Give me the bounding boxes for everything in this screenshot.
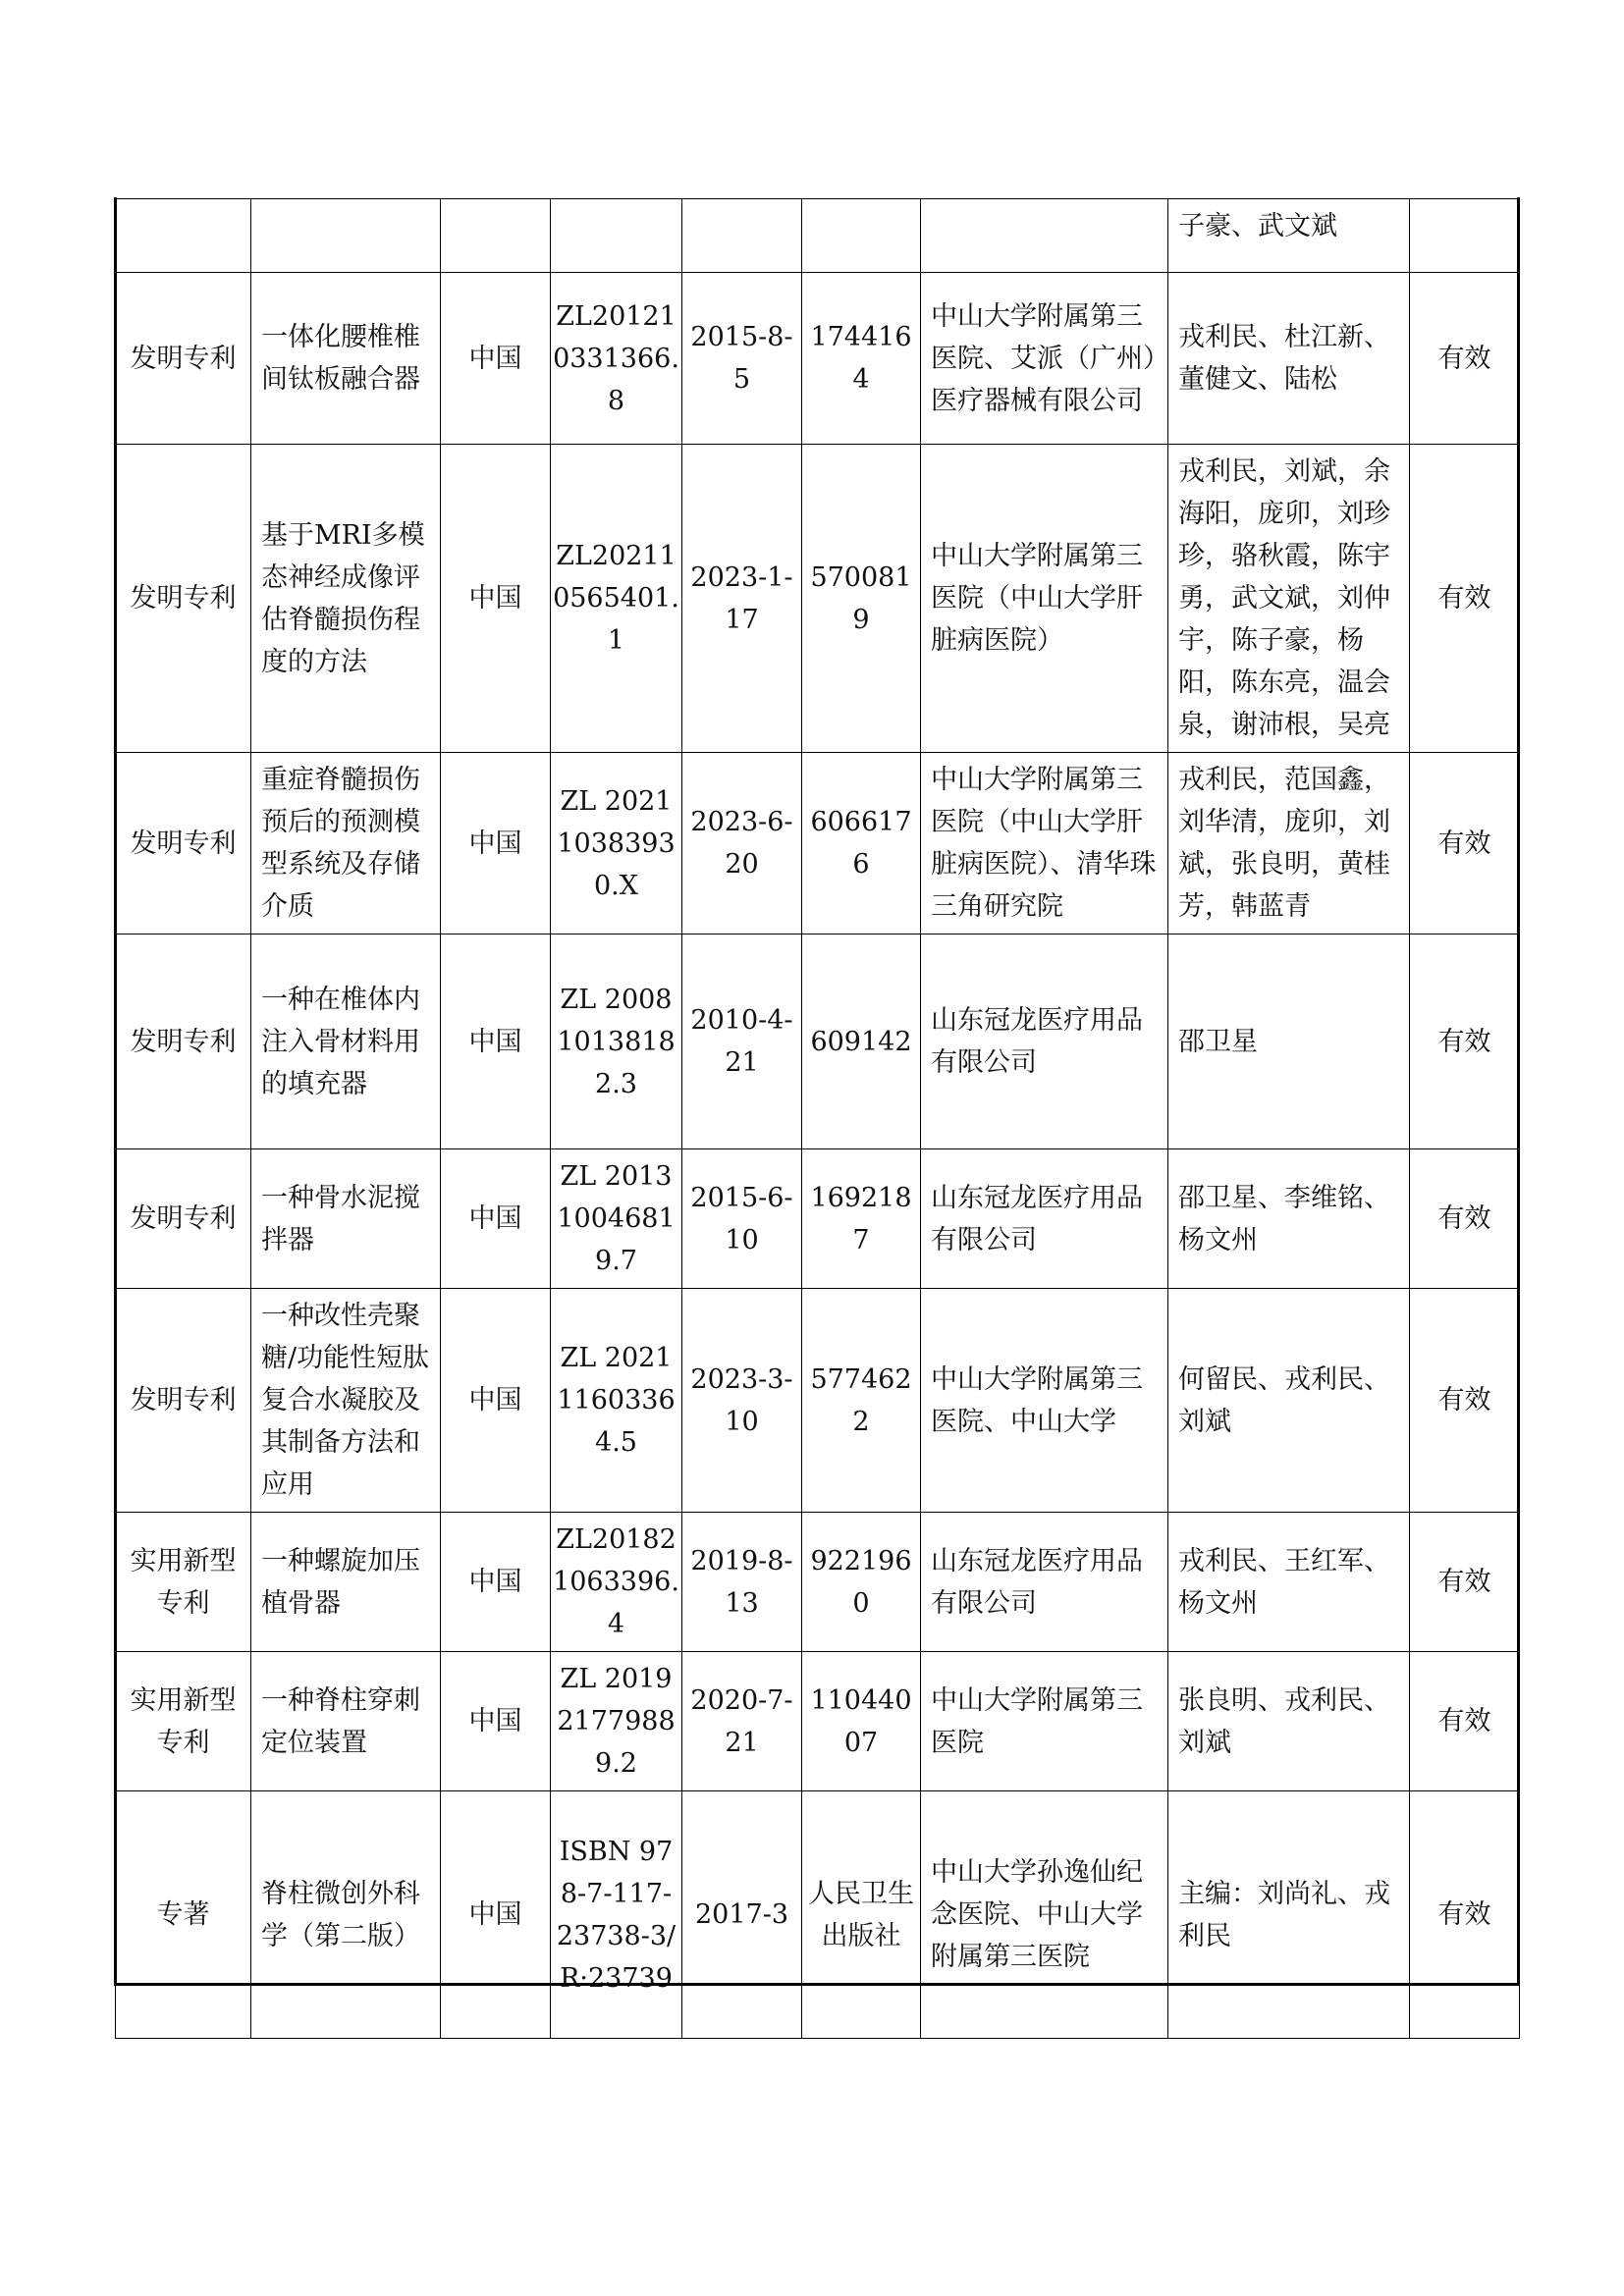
cell-patent-no: ZL202110565401.1 — [551, 445, 682, 753]
cell-holder: 山东冠龙医疗用品有限公司 — [921, 1513, 1168, 1652]
cell-patent-no: ZL201821063396.4 — [551, 1513, 682, 1652]
cell-inventors: 张良明、戎利民、刘斌 — [1168, 1652, 1410, 1791]
cell-cert-no: 1692187 — [802, 1149, 921, 1289]
cell-patent-no: ZL 200810138182.3 — [551, 934, 682, 1149]
cell-holder: 中山大学附属第三医院 — [921, 1652, 1168, 1791]
cell-type: 专著 — [116, 1791, 251, 2039]
cell-name: 一种在椎体内注入骨材料用的填充器 — [251, 934, 441, 1149]
cell-date: 2010-4-21 — [682, 934, 802, 1149]
cell-status: 有效 — [1410, 934, 1520, 1149]
cell-status: 有效 — [1410, 1652, 1520, 1791]
cell-cert-no: 5774622 — [802, 1289, 921, 1513]
cell-country: 中国 — [441, 273, 551, 445]
table-row — [116, 1791, 1520, 2039]
cell-type: 发明专利 — [116, 934, 251, 1149]
cell-status: 有效 — [1410, 1289, 1520, 1513]
cell-country: 中国 — [441, 934, 551, 1149]
table-body — [116, 199, 1520, 2039]
cell-type: 实用新型专利 — [116, 1513, 251, 1652]
cell-holder: 山东冠龙医疗用品有限公司 — [921, 934, 1168, 1149]
table-row — [116, 273, 1520, 445]
cell-country — [441, 199, 551, 273]
cell-country: 中国 — [441, 1513, 551, 1652]
cell-inventors: 何留民、戎利民、刘斌 — [1168, 1289, 1410, 1513]
cell-date: 2015-8-5 — [682, 273, 802, 445]
patent-table — [115, 198, 1520, 2039]
cell-holder: 中山大学附属第三医院（中山大学肝脏病医院）、清华珠三角研究院 — [921, 753, 1168, 934]
cell-date: 2017-3 — [682, 1791, 802, 2039]
cell-patent-no — [551, 199, 682, 273]
cell-inventors: 戎利民、杜江新、董健文、陆松 — [1168, 273, 1410, 445]
cell-status: 有效 — [1410, 1513, 1520, 1652]
cell-type: 发明专利 — [116, 1149, 251, 1289]
cell-type — [116, 199, 251, 273]
table-row — [116, 934, 1520, 1149]
cell-cert-no: 人民卫生出版社 — [802, 1791, 921, 2039]
cell-status: 有效 — [1410, 273, 1520, 445]
cell-status: 有效 — [1410, 1791, 1520, 2039]
cell-status — [1410, 199, 1520, 273]
cell-patent-no: ISBN 978-7-117-23738-3/R·23739 — [551, 1791, 682, 2039]
cell-type: 发明专利 — [116, 753, 251, 934]
cell-inventors: 主编：刘尚礼、戎利民 — [1168, 1791, 1410, 2039]
cell-holder: 中山大学附属第三医院、艾派（广州）医疗器械有限公司 — [921, 273, 1168, 445]
cell-patent-no: ZL201210331366.8 — [551, 273, 682, 445]
cell-name: 一种骨水泥搅拌器 — [251, 1149, 441, 1289]
cell-cert-no: 9221960 — [802, 1513, 921, 1652]
cell-cert-no: 6066176 — [802, 753, 921, 934]
cell-name: 一种螺旋加压植骨器 — [251, 1513, 441, 1652]
cell-country: 中国 — [441, 1652, 551, 1791]
cell-country: 中国 — [441, 1149, 551, 1289]
cell-name: 脊柱微创外科学（第二版） — [251, 1791, 441, 2039]
cell-name: 重症脊髓损伤预后的预测模型系统及存储介质 — [251, 753, 441, 934]
cell-type: 实用新型专利 — [116, 1652, 251, 1791]
cell-status: 有效 — [1410, 445, 1520, 753]
cell-patent-no: ZL 201921779889.2 — [551, 1652, 682, 1791]
cell-date — [682, 199, 802, 273]
cell-date: 2023-1-17 — [682, 445, 802, 753]
cell-holder: 山东冠龙医疗用品有限公司 — [921, 1149, 1168, 1289]
cell-type: 发明专利 — [116, 273, 251, 445]
cell-inventors: 邵卫星、李维铭、杨文州 — [1168, 1149, 1410, 1289]
cell-country: 中国 — [441, 1289, 551, 1513]
table-row — [116, 753, 1520, 934]
cell-inventors: 戎利民、王红军、杨文州 — [1168, 1513, 1410, 1652]
cell-patent-no: ZL 202111603364.5 — [551, 1289, 682, 1513]
table-row — [116, 1149, 1520, 1289]
cell-name — [251, 199, 441, 273]
cell-cert-no — [802, 199, 921, 273]
cell-inventors: 邵卫星 — [1168, 934, 1410, 1149]
cell-name: 一种脊柱穿刺定位装置 — [251, 1652, 441, 1791]
cell-type: 发明专利 — [116, 445, 251, 753]
cell-cert-no: 1744164 — [802, 273, 921, 445]
cell-date: 2019-8-13 — [682, 1513, 802, 1652]
cell-holder: 中山大学附属第三医院（中山大学肝脏病医院） — [921, 445, 1168, 753]
table-row — [116, 445, 1520, 753]
cell-patent-no: ZL 201310046819.7 — [551, 1149, 682, 1289]
cell-country: 中国 — [441, 445, 551, 753]
cell-date: 2020-7-21 — [682, 1652, 802, 1791]
cell-country: 中国 — [441, 1791, 551, 2039]
cell-inventors: 戎利民，范国鑫，刘华清，庞卯，刘斌，张良明，黄桂芳，韩蓝青 — [1168, 753, 1410, 934]
cell-cert-no: 5700819 — [802, 445, 921, 753]
cell-country: 中国 — [441, 753, 551, 934]
cell-cert-no: 11044007 — [802, 1652, 921, 1791]
cell-status: 有效 — [1410, 753, 1520, 934]
cell-date: 2015-6-10 — [682, 1149, 802, 1289]
table-row — [116, 1513, 1520, 1652]
cell-holder: 中山大学附属第三医院、中山大学 — [921, 1289, 1168, 1513]
table-row — [116, 1289, 1520, 1513]
table-row — [116, 1652, 1520, 1791]
cell-patent-no: ZL 202110383930.X — [551, 753, 682, 934]
cell-inventors: 戎利民，刘斌，余海阳，庞卯，刘珍珍，骆秋霞，陈宇勇，武文斌，刘仲宇，陈子豪，杨阳，陈东亮，温会泉，谢沛根，吴亮 — [1168, 445, 1410, 753]
cell-type: 发明专利 — [116, 1289, 251, 1513]
cell-name: 一种改性壳聚糖/功能性短肽复合水凝胶及其制备方法和应用 — [251, 1289, 441, 1513]
table-row — [116, 199, 1520, 273]
cell-holder — [921, 199, 1168, 273]
cell-status: 有效 — [1410, 1149, 1520, 1289]
cell-name: 基于MRI多模态神经成像评估脊髓损伤程度的方法 — [251, 445, 441, 753]
cell-holder: 中山大学孙逸仙纪念医院、中山大学附属第三医院 — [921, 1791, 1168, 2039]
cell-date: 2023-6-20 — [682, 753, 802, 934]
cell-date: 2023-3-10 — [682, 1289, 802, 1513]
cell-inventors: 子豪、武文斌 — [1168, 199, 1410, 273]
cell-cert-no: 609142 — [802, 934, 921, 1149]
cell-name: 一体化腰椎椎间钛板融合器 — [251, 273, 441, 445]
